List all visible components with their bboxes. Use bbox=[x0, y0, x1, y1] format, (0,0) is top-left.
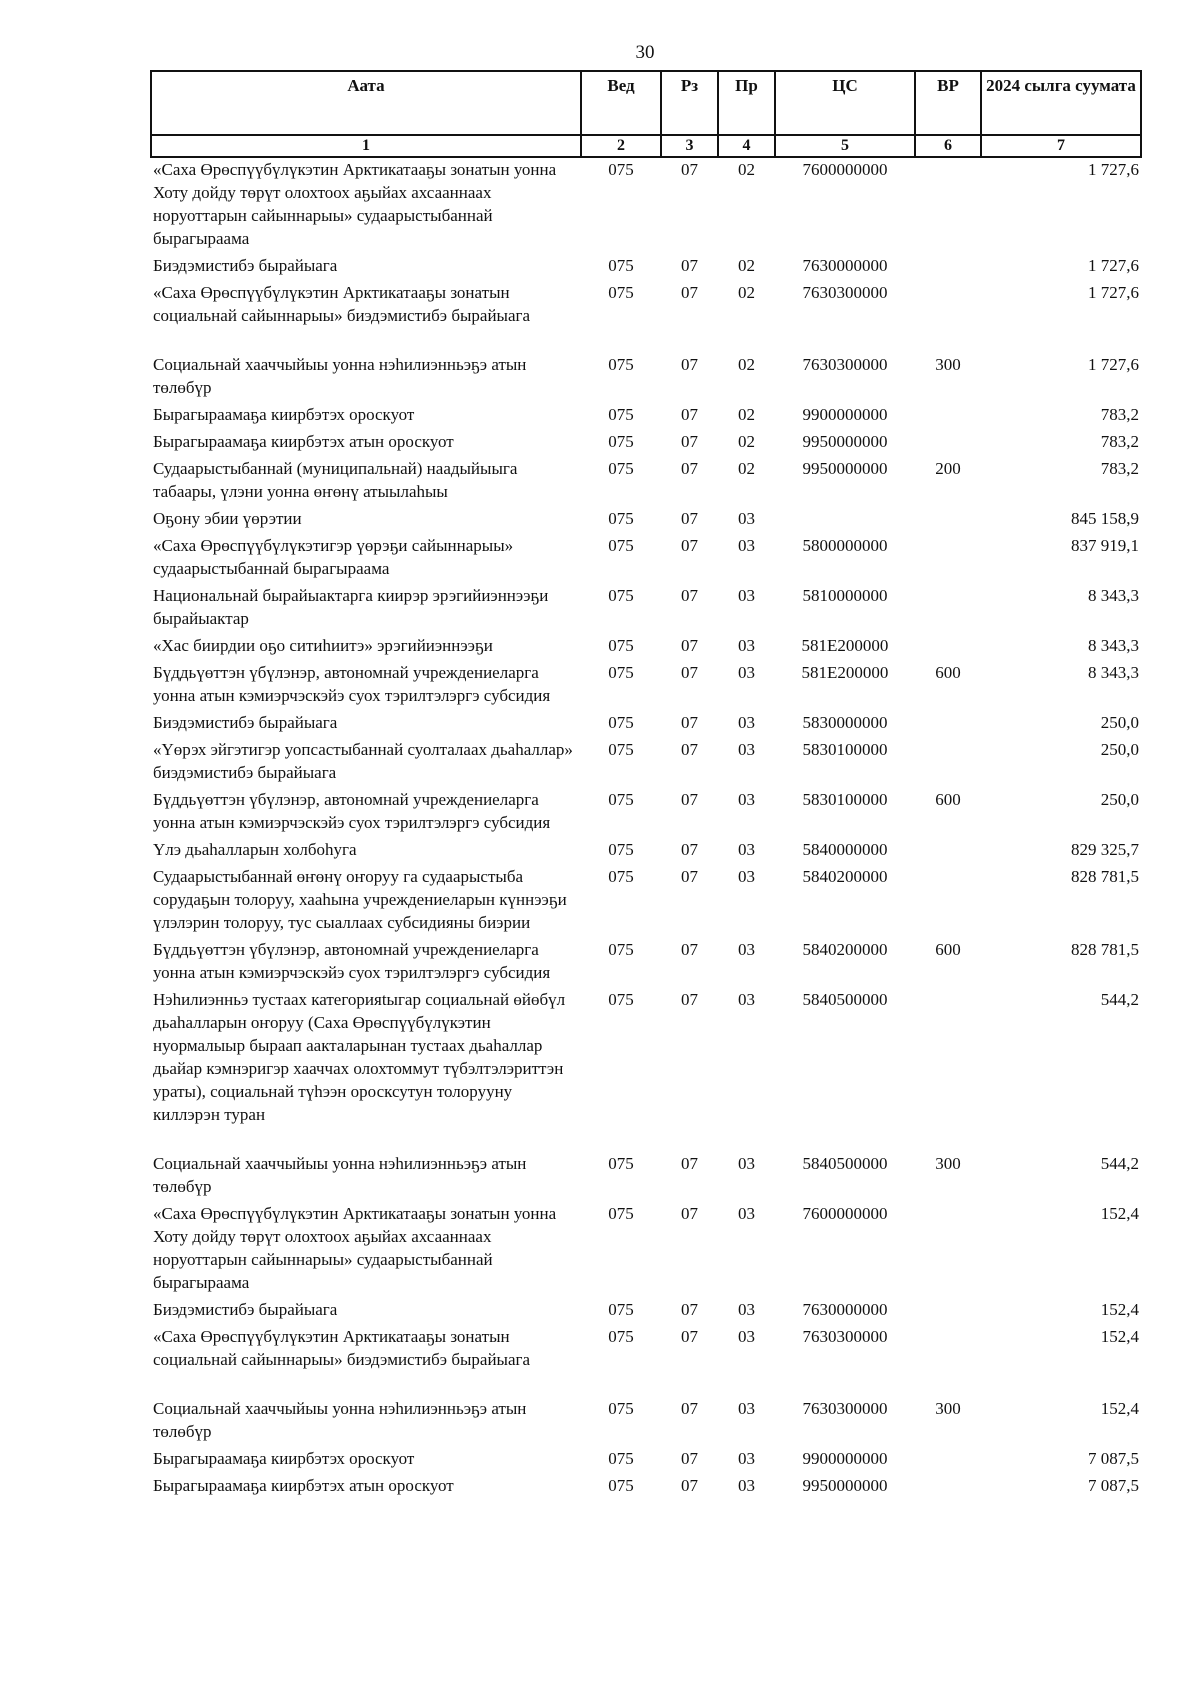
row-ved: 075 bbox=[608, 509, 634, 528]
row-amount: 152,4 bbox=[1100, 1204, 1139, 1223]
row-amount: 783,2 bbox=[1100, 405, 1139, 424]
row-cs: 7630300000 bbox=[802, 1399, 888, 1418]
row-rz: 07 bbox=[681, 713, 698, 732]
row-cs: 5840000000 bbox=[802, 840, 888, 859]
row-vr bbox=[915, 711, 981, 738]
row-amount: 1 727,6 bbox=[1088, 355, 1139, 374]
row-pr: 03 bbox=[738, 1204, 755, 1223]
row-ved: 075 bbox=[608, 1327, 634, 1346]
row-name: Биэдэмистибэ бырайыага bbox=[153, 256, 338, 275]
row-ved: 075 bbox=[608, 663, 634, 682]
row-cs: 5830100000 bbox=[802, 790, 888, 809]
column-number: 6 bbox=[915, 135, 981, 157]
budget-table bbox=[150, 70, 1142, 1501]
row-vr bbox=[915, 1202, 981, 1298]
header-name: Аата bbox=[151, 71, 581, 135]
row-pr: 03 bbox=[738, 1300, 755, 1319]
column-number: 7 bbox=[981, 135, 1141, 157]
row-vr: 600 bbox=[935, 790, 961, 809]
row-rz: 07 bbox=[681, 1327, 698, 1346]
row-name: «Саха Өрөспүүбүлүкэтин Арктикатааҕы зонатын социальнай сайыннарыы» биэдэмистибэ бырайыага bbox=[153, 1327, 531, 1369]
row-ved: 075 bbox=[608, 1154, 634, 1173]
row-amount: 783,2 bbox=[1100, 459, 1139, 478]
row-name: Бырагыраамаҕа киирбэтэх атын ороскуот bbox=[153, 432, 454, 451]
row-amount: 1 727,6 bbox=[1088, 283, 1139, 302]
row-cs: 9950000000 bbox=[802, 432, 888, 451]
row-ved: 075 bbox=[608, 1476, 634, 1495]
row-cs: 7600000000 bbox=[802, 1204, 888, 1223]
row-amount: 828 781,5 bbox=[1071, 867, 1139, 886]
table-row bbox=[151, 457, 1141, 507]
row-rz: 07 bbox=[681, 1476, 698, 1495]
row-ved: 075 bbox=[608, 160, 634, 179]
table-row bbox=[151, 281, 1141, 353]
row-ved: 075 bbox=[608, 256, 634, 275]
header-vr: ВР bbox=[915, 71, 981, 135]
table-row bbox=[151, 353, 1141, 403]
row-ved: 075 bbox=[608, 840, 634, 859]
row-name: «Саха Өрөспүүбүлүкэтигэр үөрэҕи сайыннарыы» судаарыстыбаннай бырагыраама bbox=[153, 536, 514, 578]
row-rz: 07 bbox=[681, 1449, 698, 1468]
table-row bbox=[151, 1325, 1141, 1397]
row-ved: 075 bbox=[608, 1300, 634, 1319]
row-pr: 02 bbox=[738, 256, 755, 275]
row-pr: 03 bbox=[738, 713, 755, 732]
row-name: Нэһилиэнньэ тустаах категорияtыгар социальнай өйөбүл дьаһалларын оҥоруу (Саха Өрөспүүбүлүкэтин нуормалыыр быраап аакталарынан тустаах дьаһаллар дьайар кэмнэригэр хааччах олохтоммут түбэлтэлэриттэн ураты), социальнай түһээн оросксутун толорууну киллэрэн туран bbox=[153, 990, 566, 1124]
row-ved: 075 bbox=[608, 1449, 634, 1468]
row-rz: 07 bbox=[681, 663, 698, 682]
row-amount: 250,0 bbox=[1100, 740, 1139, 759]
table-row bbox=[151, 1298, 1141, 1325]
row-pr: 03 bbox=[738, 790, 755, 809]
column-number: 5 bbox=[775, 135, 915, 157]
row-pr: 02 bbox=[738, 459, 755, 478]
row-cs: 7600000000 bbox=[802, 160, 888, 179]
row-rz: 07 bbox=[681, 990, 698, 1009]
row-name: Социальнай хааччыйыы уонна нэһилиэнньэҕэ атын төлөбүр bbox=[153, 355, 527, 397]
row-amount: 845 158,9 bbox=[1071, 509, 1139, 528]
row-amount: 8 343,3 bbox=[1088, 636, 1139, 655]
row-vr bbox=[915, 1325, 981, 1397]
row-ved: 075 bbox=[608, 536, 634, 555]
row-name: Бырагыраамаҕа киирбэтэх ороскуот bbox=[153, 405, 415, 424]
row-cs: 5830000000 bbox=[802, 713, 888, 732]
row-vr bbox=[915, 1474, 981, 1501]
row-rz: 07 bbox=[681, 160, 698, 179]
row-pr: 02 bbox=[738, 432, 755, 451]
row-name: Социальнай хааччыйыы уонна нэһилиэнньэҕэ атын төлөбүр bbox=[153, 1154, 527, 1196]
table-row bbox=[151, 838, 1141, 865]
table-row bbox=[151, 1447, 1141, 1474]
row-ved: 075 bbox=[608, 405, 634, 424]
row-vr bbox=[915, 1447, 981, 1474]
row-name: «Саха Өрөспүүбүлүкэтин Арктикатааҕы зонатын уонна Хоту дойду төрүт олохтоох аҕыйах ахсааннаах норуоттарын сайыннарыы» судаарыстыбаннай бырагыраама bbox=[153, 1204, 557, 1292]
table-row bbox=[151, 788, 1141, 838]
row-ved: 075 bbox=[608, 740, 634, 759]
header-pr: Пр bbox=[718, 71, 775, 135]
row-amount: 829 325,7 bbox=[1071, 840, 1139, 859]
row-amount: 1 727,6 bbox=[1088, 160, 1139, 179]
table-row bbox=[151, 661, 1141, 711]
table-row bbox=[151, 711, 1141, 738]
row-pr: 03 bbox=[738, 1399, 755, 1418]
row-pr: 03 bbox=[738, 586, 755, 605]
row-rz: 07 bbox=[681, 1300, 698, 1319]
row-amount: 152,4 bbox=[1100, 1300, 1139, 1319]
row-cs: 9900000000 bbox=[802, 1449, 888, 1468]
row-name: Бүддьүөттэн үбүлэнэр, автономнай учреждениеларга уонна атын кэмиэрчэскэйэ суох тэрилтэлэргэ субсидия bbox=[153, 663, 551, 705]
table-row bbox=[151, 738, 1141, 788]
row-ved: 075 bbox=[608, 940, 634, 959]
row-amount: 7 087,5 bbox=[1088, 1476, 1139, 1495]
row-amount: 1 727,6 bbox=[1088, 256, 1139, 275]
row-pr: 02 bbox=[738, 283, 755, 302]
row-rz: 07 bbox=[681, 459, 698, 478]
row-rz: 07 bbox=[681, 1399, 698, 1418]
row-pr: 02 bbox=[738, 355, 755, 374]
row-pr: 03 bbox=[738, 663, 755, 682]
table-row bbox=[151, 507, 1141, 534]
row-rz: 07 bbox=[681, 405, 698, 424]
row-name: «Саха Өрөспүүбүлүкэтин Арктикатааҕы зонатын социальнай сайыннарыы» биэдэмистибэ бырайыага bbox=[153, 283, 531, 325]
row-cs: 7630300000 bbox=[802, 283, 888, 302]
row-vr bbox=[915, 584, 981, 634]
row-amount: 8 343,3 bbox=[1088, 663, 1139, 682]
table-row bbox=[151, 938, 1141, 988]
row-cs: 9950000000 bbox=[802, 459, 888, 478]
row-vr bbox=[915, 838, 981, 865]
header-cs: ЦС bbox=[775, 71, 915, 135]
row-cs: 5840500000 bbox=[802, 990, 888, 1009]
row-amount: 250,0 bbox=[1100, 713, 1139, 732]
row-rz: 07 bbox=[681, 256, 698, 275]
table-row bbox=[151, 1202, 1141, 1298]
row-pr: 02 bbox=[738, 160, 755, 179]
row-cs: 5810000000 bbox=[802, 586, 888, 605]
row-ved: 075 bbox=[608, 867, 634, 886]
row-vr: 300 bbox=[935, 1399, 961, 1418]
header-rz: Рз bbox=[661, 71, 718, 135]
row-name: Биэдэмистибэ бырайыага bbox=[153, 713, 338, 732]
column-number: 3 bbox=[661, 135, 718, 157]
row-amount: 544,2 bbox=[1100, 1154, 1139, 1173]
row-ved: 075 bbox=[608, 432, 634, 451]
row-pr: 03 bbox=[738, 1327, 755, 1346]
header-ved: Вед bbox=[581, 71, 661, 135]
row-cs: 9900000000 bbox=[802, 405, 888, 424]
row-ved: 075 bbox=[608, 1204, 634, 1223]
row-vr bbox=[915, 1298, 981, 1325]
row-vr: 200 bbox=[935, 459, 961, 478]
row-vr bbox=[915, 507, 981, 534]
row-cs: 581E200000 bbox=[801, 663, 889, 682]
row-vr bbox=[915, 988, 981, 1152]
row-rz: 07 bbox=[681, 940, 698, 959]
row-amount: 783,2 bbox=[1100, 432, 1139, 451]
row-amount: 8 343,3 bbox=[1088, 586, 1139, 605]
row-vr: 600 bbox=[935, 940, 961, 959]
row-cs: 5800000000 bbox=[802, 536, 888, 555]
row-cs: 7630000000 bbox=[802, 1300, 888, 1319]
row-pr: 03 bbox=[738, 740, 755, 759]
row-amount: 250,0 bbox=[1100, 790, 1139, 809]
row-cs: 5840500000 bbox=[802, 1154, 888, 1173]
row-vr bbox=[915, 281, 981, 353]
row-ved: 075 bbox=[608, 586, 634, 605]
row-rz: 07 bbox=[681, 740, 698, 759]
row-ved: 075 bbox=[608, 1399, 634, 1418]
row-name: Биэдэмистибэ бырайыага bbox=[153, 1300, 338, 1319]
row-cs: 5840200000 bbox=[802, 867, 888, 886]
column-number: 2 bbox=[581, 135, 661, 157]
row-cs bbox=[775, 507, 915, 534]
row-rz: 07 bbox=[681, 1154, 698, 1173]
page-number: 30 bbox=[635, 42, 655, 63]
row-name: Судаарыстыбаннай (муниципальнай) наадыйыыга табаары, үлэни уонна өҥөнү атыылаһыы bbox=[153, 459, 518, 501]
row-name: Бүддьүөттэн үбүлэнэр, автономнай учреждениеларга уонна атын кэмиэрчэскэйэ суох тэрилтэлэргэ субсидия bbox=[153, 940, 551, 982]
table-row bbox=[151, 584, 1141, 634]
row-rz: 07 bbox=[681, 867, 698, 886]
row-name: Бырагыраамаҕа киирбэтэх ороскуот bbox=[153, 1449, 415, 1468]
row-name: Үлэ дьаһалларын холбоһуга bbox=[153, 840, 357, 859]
row-cs: 5840200000 bbox=[802, 940, 888, 959]
row-name: Судаарыстыбаннай өҥөнү оҥоруу га судаарыстыба сорудаҕын толоруу, хааһына учреждениеларын күннээҕи үлэлэрин толоруу, тус сыаллаах субсидияны биэрии bbox=[153, 867, 567, 932]
column-number: 4 bbox=[718, 135, 775, 157]
row-pr: 03 bbox=[738, 867, 755, 886]
row-amount: 837 919,1 bbox=[1071, 536, 1139, 555]
row-name: Бүддьүөттэн үбүлэнэр, автономнай учреждениеларга уонна атын кэмиэрчэскэйэ суох тэрилтэлэргэ субсидия bbox=[153, 790, 551, 832]
table-row bbox=[151, 534, 1141, 584]
row-pr: 03 bbox=[738, 636, 755, 655]
row-ved: 075 bbox=[608, 990, 634, 1009]
row-pr: 03 bbox=[738, 1449, 755, 1468]
row-vr bbox=[915, 865, 981, 938]
row-cs: 581E200000 bbox=[801, 636, 889, 655]
row-rz: 07 bbox=[681, 355, 698, 374]
row-pr: 03 bbox=[738, 1154, 755, 1173]
header-amount: 2024 сылга суумата bbox=[981, 71, 1141, 135]
row-ved: 075 bbox=[608, 790, 634, 809]
row-rz: 07 bbox=[681, 586, 698, 605]
row-pr: 03 bbox=[738, 940, 755, 959]
row-vr bbox=[915, 534, 981, 584]
table-row bbox=[151, 634, 1141, 661]
table-row bbox=[151, 157, 1141, 254]
row-vr bbox=[915, 634, 981, 661]
table-body bbox=[151, 157, 1141, 1501]
row-name: «Хас биирдии оҕо ситиһиитэ» эрэгийиэннээҕи bbox=[153, 636, 493, 655]
row-rz: 07 bbox=[681, 790, 698, 809]
row-rz: 07 bbox=[681, 636, 698, 655]
row-cs: 5830100000 bbox=[802, 740, 888, 759]
table-row bbox=[151, 254, 1141, 281]
row-vr bbox=[915, 403, 981, 430]
row-rz: 07 bbox=[681, 536, 698, 555]
row-pr: 02 bbox=[738, 405, 755, 424]
row-pr: 03 bbox=[738, 1476, 755, 1495]
row-ved: 075 bbox=[608, 283, 634, 302]
row-name: Национальнай бырайыактарга киирэр эрэгийиэннээҕи бырайыактар bbox=[153, 586, 549, 628]
row-ved: 075 bbox=[608, 355, 634, 374]
row-name: Бырагыраамаҕа киирбэтэх атын ороскуот bbox=[153, 1476, 454, 1495]
row-name: Оҕону эбии үөрэтии bbox=[153, 509, 302, 528]
row-vr bbox=[915, 254, 981, 281]
table-row bbox=[151, 865, 1141, 938]
row-ved: 075 bbox=[608, 636, 634, 655]
row-pr: 03 bbox=[738, 536, 755, 555]
row-pr: 03 bbox=[738, 840, 755, 859]
row-cs: 9950000000 bbox=[802, 1476, 888, 1495]
row-pr: 03 bbox=[738, 509, 755, 528]
row-rz: 07 bbox=[681, 283, 698, 302]
row-rz: 07 bbox=[681, 509, 698, 528]
header-row bbox=[151, 71, 1141, 135]
row-vr bbox=[915, 157, 981, 254]
row-vr bbox=[915, 430, 981, 457]
row-vr bbox=[915, 738, 981, 788]
row-amount: 544,2 bbox=[1100, 990, 1139, 1009]
table-row bbox=[151, 988, 1141, 1152]
row-vr: 600 bbox=[935, 663, 961, 682]
row-name: Социальнай хааччыйыы уонна нэһилиэнньэҕэ атын төлөбүр bbox=[153, 1399, 527, 1441]
row-rz: 07 bbox=[681, 1204, 698, 1223]
row-amount: 828 781,5 bbox=[1071, 940, 1139, 959]
row-amount: 152,4 bbox=[1100, 1399, 1139, 1418]
column-number-row bbox=[151, 135, 1141, 157]
row-vr: 300 bbox=[935, 1154, 961, 1173]
row-ved: 075 bbox=[608, 713, 634, 732]
column-number: 1 bbox=[151, 135, 581, 157]
table-row bbox=[151, 1152, 1141, 1202]
row-rz: 07 bbox=[681, 432, 698, 451]
row-ved: 075 bbox=[608, 459, 634, 478]
row-vr: 300 bbox=[935, 355, 961, 374]
row-cs: 7630300000 bbox=[802, 355, 888, 374]
row-rz: 07 bbox=[681, 840, 698, 859]
row-name: «Үөрэх эйгэтигэр уопсастыбаннай суолталаах дьаһаллар» биэдэмистибэ бырайыага bbox=[153, 740, 573, 782]
row-cs: 7630000000 bbox=[802, 256, 888, 275]
row-name: «Саха Өрөспүүбүлүкэтин Арктикатааҕы зонатын уонна Хоту дойду төрүт олохтоох аҕыйах ахсааннаах норуоттарын сайыннарыы» судаарыстыбаннай бырагыраама bbox=[153, 160, 557, 248]
table-row bbox=[151, 430, 1141, 457]
table-row bbox=[151, 403, 1141, 430]
row-cs: 7630300000 bbox=[802, 1327, 888, 1346]
table-row bbox=[151, 1397, 1141, 1447]
row-amount: 7 087,5 bbox=[1088, 1449, 1139, 1468]
row-pr: 03 bbox=[738, 990, 755, 1009]
row-amount: 152,4 bbox=[1100, 1327, 1139, 1346]
table-row bbox=[151, 1474, 1141, 1501]
